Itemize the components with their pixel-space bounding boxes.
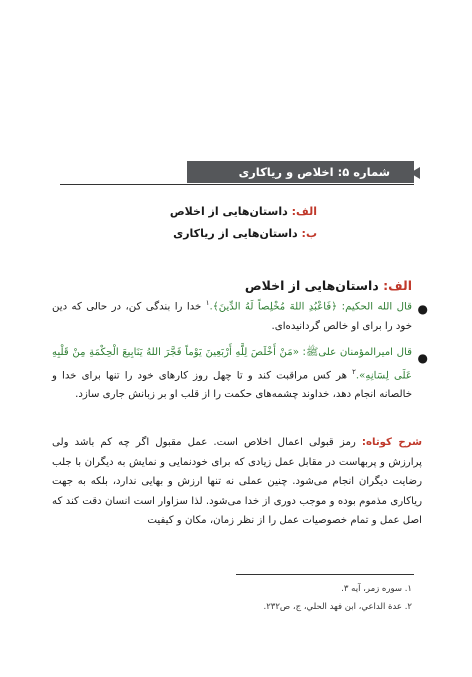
toc-label: الف:	[291, 205, 317, 218]
toc-text: داستان‌هایی از ریاکاری	[173, 227, 298, 240]
toc-text: داستان‌هایی از اخلاص	[169, 205, 288, 218]
footnote-2: ۲. عدة الداعي، ابن فهد الحلي، ج، ص۲۳۲.	[263, 602, 412, 612]
hadith-quote: «مَنْ أَخْلَصَ لِلَّهِ أَرْبَعِينَ يَوْماً فَجَّرَ اللهُ يَنَابِيعَ الْحِكْمَةِ مِنْ قَلْبِهِ عَلَى لِسَانِهِ».	[52, 347, 412, 381]
footnote-mark: ۲	[352, 367, 356, 376]
toc-label: ب:	[301, 227, 317, 240]
section-banner: شماره ۵: اخلاص و ریاکاری	[187, 161, 414, 183]
explanation-label: شرح کوتاه:	[361, 437, 423, 448]
explanation-text: رمز قبولی اعمال اخلاص است. عمل مقبول اگر چه کم باشد ولی پرارزش و پربهاست در مقابل عمل زیادی که برای خودنمایی و نمایش به دیگران با جلب رضایت دیگران انجام می‌شود. چنین عملی نه تنها ارزش و بهایی ندارد، بلکه به جهت ریاکاری مذموم بوده و موجب دوری از خدا می‌شود. لذا سزاوار است انسان دقت کند که اصل عمل و تمام خصوصیات عمل را از نظر زمان، مکان و کیفیت	[52, 437, 422, 526]
heading-text: داستان‌هایی از اخلاص	[244, 278, 379, 293]
bullet-dot-icon: ●	[417, 302, 428, 316]
footnote-1: ۱. سوره زمر، آیه ۳.	[341, 584, 412, 594]
toc-item-b	[173, 227, 317, 240]
hadith-translation: خدا را بندگی کن، در حالی که دین خود را برای او خالص گردانیده‌ای.	[52, 301, 412, 332]
banner-underline	[60, 184, 414, 185]
footnote-mark: ۱	[205, 299, 210, 307]
hadith-quote: ﴿فَاعْبُدِ اللهَ مُخْلِصاً لَهُ الدِّينَ﴾.	[209, 301, 338, 313]
bullet-dot-icon: ●	[417, 351, 428, 365]
hadith-source: قال امیرالمؤمنان علیﷺ:	[302, 347, 412, 358]
heading-label: الف:	[383, 278, 412, 293]
explanation-paragraph	[52, 433, 422, 531]
toc-item-a	[170, 205, 317, 218]
hadith-item-1	[52, 294, 412, 336]
section-heading	[245, 278, 412, 293]
footnote-divider	[236, 574, 414, 575]
hadith-source: قال الله الحکیم:	[341, 301, 412, 313]
hadith-translation: هر کس مراقبت کند و تا چهل روز کارهای خود را تنها برای خدا و خالصانه انجام دهد، خداوند چشمه‌های حکمت را از قلب او بر زبانش جاری سازد.	[52, 369, 412, 401]
hadith-item-2	[52, 343, 412, 405]
